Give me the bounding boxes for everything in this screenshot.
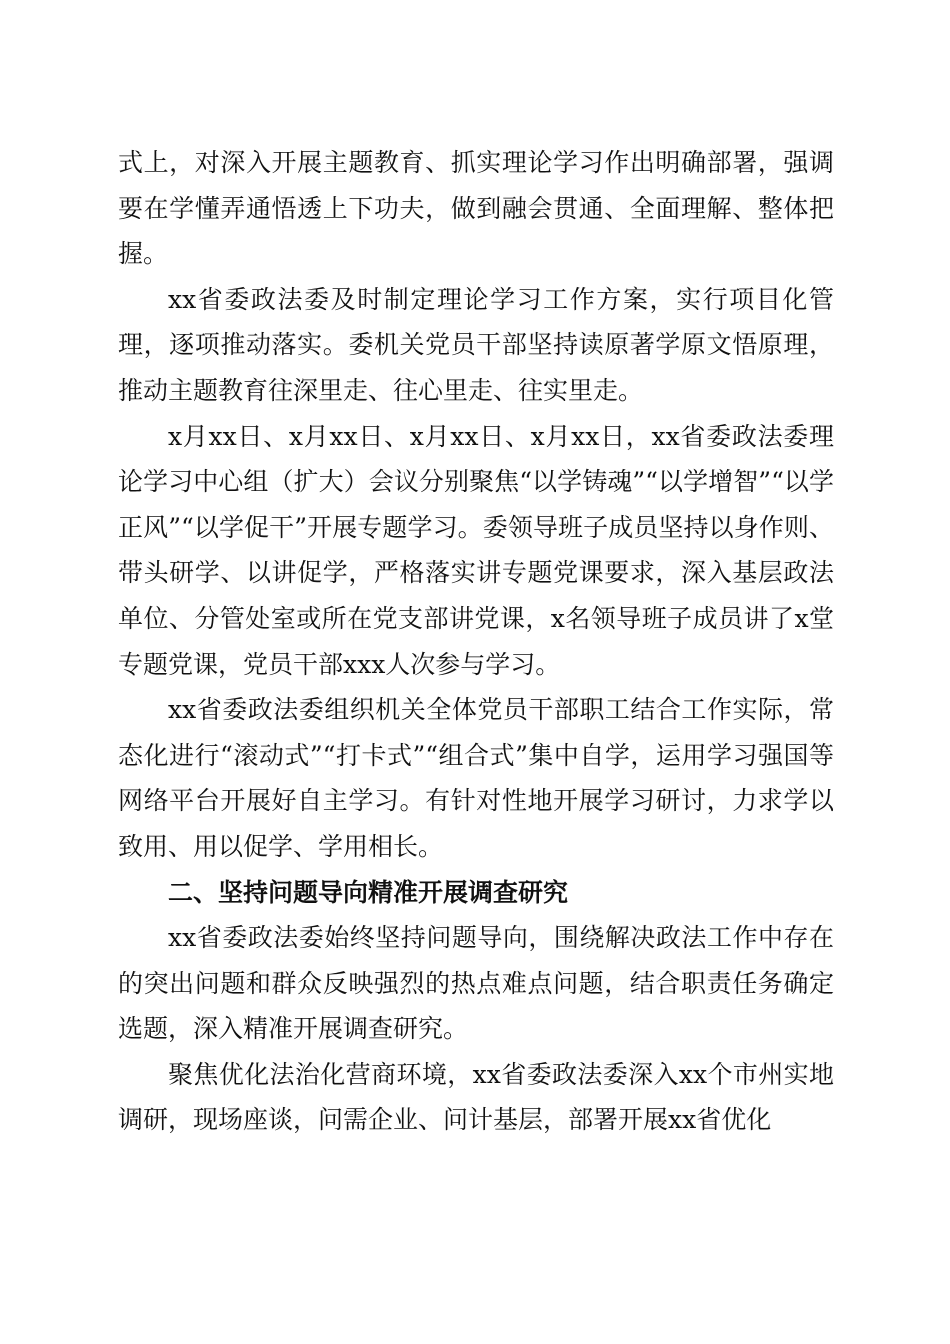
document-body <box>118 140 834 1143</box>
paragraph-continued: 式上，对深入开展主题教育、抓实理论学习作出明确部署，强调要在学懂弄通悟透上下功夫，做到融会贯通、全面理解、整体把握。 <box>118 148 834 269</box>
paragraph: x月xx日、x月xx日、x月xx日、x月xx日，xx省委政法委理论学习中心组（扩大）会议分别聚焦“以学铸魂”“以学增智”“以学正风”“以学促干”开展专题学习。委领导班子成员坚持以身作则、带头研学、以讲促学，严格落实讲专题党课要求，深入基层政法单位、分管处室或所在党支部讲党课，x名领导班子成员讲了x堂专题党课，党员干部xxx人次参与学习。 <box>118 421 834 679</box>
section-heading: 二、坚持问题导向精准开展调查研究 <box>168 877 569 907</box>
paragraph: xx省委政法委及时制定理论学习工作方案，实行项目化管理，逐项推动落实。委机关党员干部坚持读原著学原文悟原理，推动主题教育往深里走、往心里走、往实里走。 <box>118 284 834 405</box>
paragraph: xx省委政法委始终坚持问题导向，围绕解决政法工作中存在的突出问题和群众反映强烈的热点难点问题，结合职责任务确定选题，深入精准开展调查研究。 <box>118 923 834 1044</box>
paragraph: 聚焦优化法治化营商环境，xx省委政法委深入xx个市州实地调研，现场座谈，问需企业、问计基层，部署开展xx省优化 <box>118 1059 834 1135</box>
paragraph: xx省委政法委组织机关全体党员干部职工结合工作实际，常态化进行“滚动式”“打卡式”“组合式”集中自学，运用学习强国等网络平台开展好自主学习。有针对性地开展学习研讨，力求学以致用、用以促学、学用相长。 <box>118 695 834 861</box>
